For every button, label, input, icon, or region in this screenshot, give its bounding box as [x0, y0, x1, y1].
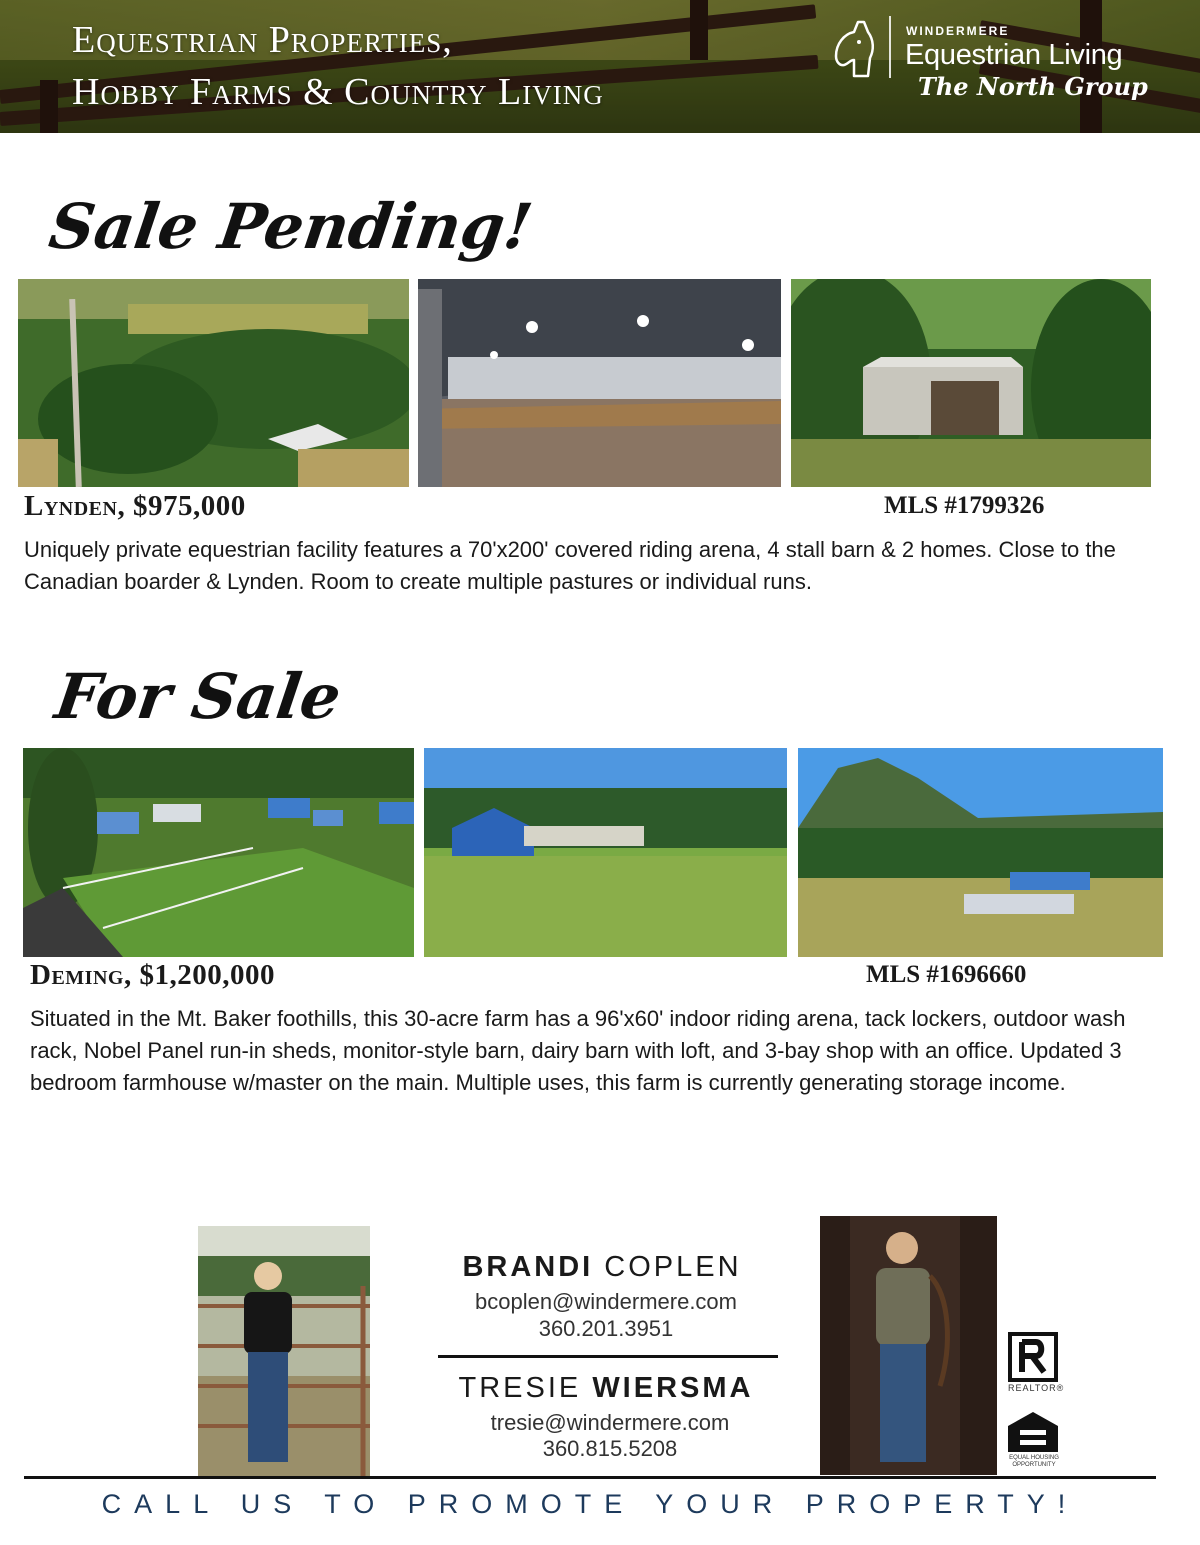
header-banner	[0, 0, 1200, 133]
agent-phone[interactable]: 360.815.5208	[542, 1436, 678, 1461]
agent-email[interactable]: tresie@windermere.com	[490, 1410, 730, 1435]
barn-in-trees-photo	[791, 279, 1151, 487]
agent-phone[interactable]: 360.201.3951	[538, 1316, 674, 1341]
listing-location-price: Lynden, $975,000	[24, 490, 246, 522]
call-to-action: CALL US TO PROMOTE YOUR PROPERTY!	[101, 1489, 1079, 1519]
equal-housing-icon	[1006, 1410, 1060, 1454]
for-sale-heading: For Sale	[50, 660, 346, 733]
agent-photo-brandi	[198, 1226, 370, 1476]
agent-photo-tresie	[820, 1216, 997, 1475]
logo-north-group: The North Group	[918, 72, 1148, 101]
horse-head-icon	[828, 18, 880, 80]
banner-title-line1: Equestrian Properties,	[72, 19, 453, 61]
realtor-logo-icon	[1008, 1332, 1058, 1382]
agent-name-brandi	[432, 1251, 772, 1284]
agent-email[interactable]: bcoplen@windermere.com	[474, 1289, 737, 1314]
agent-last-name: WIERSMA	[592, 1372, 754, 1404]
banner-title	[72, 14, 604, 118]
listing-mls: MLS #1799326	[884, 492, 1045, 519]
sale-pending-heading: Sale Pending!	[44, 190, 537, 263]
logo-equestrian-living: Equestrian Living	[905, 39, 1123, 71]
agent-last-name: COPLEN	[604, 1251, 742, 1283]
agent-divider	[438, 1355, 778, 1358]
listing-location-price: Deming, $1,200,000	[30, 959, 275, 991]
listing-description: Uniquely private equestrian facility features a 70'x200' covered riding arena, 4 stall barn & 2 homes. Close to the Canadian boarder & Lynden. Room to create multiple pastures or individual runs.	[24, 537, 1116, 594]
agent-first-name: BRANDI	[462, 1251, 594, 1283]
realtor-label: REALTOR®	[1008, 1383, 1065, 1393]
footer-rule	[24, 1476, 1156, 1479]
listing-description: Situated in the Mt. Baker foothills, this 30-acre farm has a 96'x60' indoor riding arena, tack lockers, outdoor wash rack, Nobel Panel run-in sheds, monitor-style barn, dairy barn with loft, and 3-bay shop with an office. Updated 3 bedroom farmhouse w/master on the main. Multiple uses, this farm is currently generating storage income.	[30, 1006, 1126, 1095]
banner-title-line2: Hobby Farms & Country Living	[72, 71, 604, 113]
listing-mls: MLS #1696660	[866, 961, 1027, 988]
agent-name-tresie	[436, 1372, 776, 1405]
blue-barn-field-photo	[424, 748, 787, 957]
covered-arena-photo	[418, 279, 781, 487]
agent-first-name: TRESIE	[458, 1372, 582, 1404]
logo-windermere: WINDERMERE	[906, 24, 1010, 38]
mountain-farm-photo	[798, 748, 1163, 957]
equal-housing-label: EQUAL HOUSING OPPORTUNITY	[1009, 1455, 1059, 1468]
aerial-forest-photo	[18, 279, 409, 487]
farm-aerial-photo	[23, 748, 414, 957]
logo-divider	[889, 16, 891, 78]
